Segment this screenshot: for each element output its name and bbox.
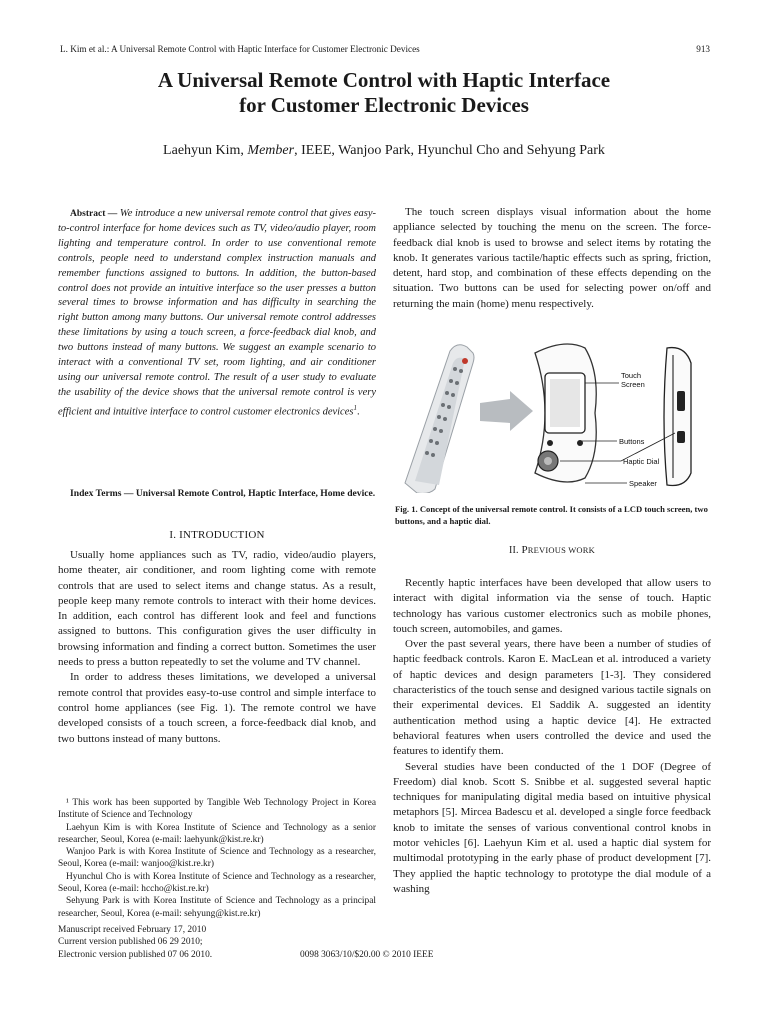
author-member: Member bbox=[247, 143, 295, 158]
transition-arrow bbox=[480, 391, 533, 431]
figure-1-illustration bbox=[395, 333, 715, 493]
manuscript-received: Manuscript received February 17, 2010 bbox=[58, 925, 207, 935]
figure-1-caption: Fig. 1. Concept of the universal remote control. It consists of a LCD touch screen, two buttons, and a haptic dial. bbox=[395, 504, 708, 526]
index-terms bbox=[58, 487, 376, 501]
section-2-heading bbox=[393, 544, 711, 556]
footnote-3: Wanjoo Park is with Korea Institute of Science and Technology as a researcher, Seoul, Korea (e-mail: wanjoo@kist.re.kr) bbox=[58, 847, 376, 870]
intro-paragraph-2: In order to address theses limitations, we developed a universal remote control that provides easy-to-use control and simple interface to control home appliances (see Fig. 1). The remote control we have developed consists of a touch screen, a force-feedback dial knob, and two buttons instead of many buttons. bbox=[58, 671, 376, 745]
right-intro bbox=[393, 205, 711, 312]
intro-paragraph-1: Usually home appliances such as TV, radio, video/audio players, home theater, air conditioner, and room lighting come with remote controls that are used to select items and change status. As a result, people keep many remote controls to interact with their home devices. In addition, each control has different look and feel and functions assigned to buttons. This configuration gives the user difficulty in browsing information and finding a correct button. Sometimes the user needs to press a button repeatedly to set the volume and TV channel. bbox=[58, 549, 376, 669]
right-intro-paragraph: The touch screen displays visual information about the home appliance selected by touching the menu on the screen. The force-feedback dial knob is used to browse and select items by rotating the knob. It generates various tactile/haptic effects such as spring, friction, detent, hard stop, and combination of these effects depending on the situation. Two buttons can be used for selecting power on/off and returning the main (home) menu respectively. bbox=[393, 206, 711, 310]
prev-paragraph-3: Several studies have been conducted of the 1 DOF (Degree of Freedom) dial knob. Scott S. Snibbe et al. suggested several haptic techniques for manipulating digital media based on intuitive physical metaphors [5]. Mircea Badescu et al. developed a single force feedback knob to imitate the senses of various conventional control knobs in motor vehicles [6]. Laehyun Kim et al. used a haptic dial system for multimodal prototyping in the early phase of product development [7]. They applied the haptic technology to prototype the dial module of a washing bbox=[393, 760, 711, 895]
section-2-cap: P bbox=[521, 544, 528, 556]
paper-title bbox=[0, 68, 768, 118]
previous-work bbox=[393, 576, 711, 897]
label-speaker: Speaker bbox=[629, 479, 657, 488]
footnote-5: Sehyung Park is with Korea Institute of Science and Technology as a principal researcher, Seoul, Korea (e-mail: sehyung@kist.re.kr) bbox=[58, 896, 376, 919]
footnote-2: Laehyun Kim is with Korea Institute of Science and Technology as a senior researcher, Seoul, Korea (e-mail: laehyunk@kist.re.kr) bbox=[58, 822, 376, 845]
introduction bbox=[58, 548, 376, 747]
device-side-view bbox=[664, 348, 691, 486]
prev-paragraph-1: Recently haptic interfaces have been developed that allow users to interact with digital information via the sense of touch. Haptic technology has various customer electronics such as mobile phones, touch screen, automobiles, and games. bbox=[393, 577, 711, 635]
title-line-1: A Universal Remote Control with Haptic Interface bbox=[157, 68, 611, 92]
section-2-number: II. bbox=[509, 545, 519, 556]
title-line-2: for Customer Electronic Devices bbox=[239, 93, 529, 117]
label-buttons: Buttons bbox=[619, 437, 645, 446]
footnote-4: Hyunchul Cho is with Korea Institute of Science and Technology as a researcher, Seoul, Korea (e-mail: hccho@kist.re.kr) bbox=[58, 871, 376, 895]
author-list bbox=[0, 143, 768, 159]
label-screen: Screen bbox=[621, 380, 645, 389]
label-haptic-dial: Haptic Dial bbox=[623, 457, 660, 466]
manuscript-info bbox=[58, 924, 212, 961]
index-terms-text: Index Terms — Universal Remote Control, Haptic Interface, Home device. bbox=[70, 488, 376, 499]
label-touch: Touch bbox=[621, 371, 642, 380]
footnotes bbox=[58, 797, 376, 920]
author-first: Laehyun Kim, bbox=[163, 143, 244, 158]
abstract-end: . bbox=[356, 406, 360, 418]
copyright-line: 0098 3063/10/$20.00 © 2010 IEEE bbox=[300, 950, 434, 960]
section-2-title: REVIOUS WORK bbox=[527, 545, 595, 555]
footnote-1: ¹ This work has been supported by Tangible Web Technology Project in Korea Institute of Science and Technology bbox=[58, 798, 376, 821]
conventional-remote-illustration bbox=[405, 345, 474, 493]
manuscript-electronic: Electronic version published 07 06 2010. bbox=[58, 949, 213, 960]
manuscript-current: Current version published 06 29 2010; bbox=[58, 937, 203, 948]
abstract bbox=[58, 207, 376, 420]
section-1-heading: I. INTRODUCTION bbox=[169, 529, 265, 541]
prev-paragraph-2: Over the past several years, there have been a number of studies of haptic feedback controls. Karon E. MacLean et al. introduced a variety of haptic devices and design parameters [1-3]. They considered characteristics of the touch sense and designed various tactile signals on their experimental devices. El Saddik A. suggested an identity authentication method using a haptic device [4]. He extracted behavioral features when users controlled the device and used the features to identify them. bbox=[393, 638, 711, 758]
abstract-text: We introduce a new universal remote control that gives easy-to-control interface for home devices such as TV, video/audio player, room lighting and temperature control. In order to use conventional remote controls, people need to understand complex instruction manuals and remember functions assigned to buttons. In addition, the button-based control does not provide an intuitive interface so the user presses a button several times to browse information and has difficulty in searching the right button among many buttons. Our universal remote control addresses these limitations by using a touch screen, a force-feedback dial knob, and two buttons instead of many buttons. We suggest an example scenario to interact with a conventional TV set, room lighting, and air conditioner using our universal remote control. The result of a user study to evaluate the usability of the device shows that the universal remote control is very efficient and intuitive interface to control customer electronics devices bbox=[58, 208, 377, 418]
author-rest: , IEEE, Wanjoo Park, Hyunchul Cho and Sehyung Park bbox=[294, 143, 605, 158]
running-header: L. Kim et al.: A Universal Remote Control with Haptic Interface for Customer Electronic Devices bbox=[60, 44, 420, 54]
abstract-lead: Abstract — bbox=[70, 209, 118, 219]
page-number: 913 bbox=[696, 44, 710, 54]
abstract-footnote-mark: 1 bbox=[353, 403, 357, 412]
